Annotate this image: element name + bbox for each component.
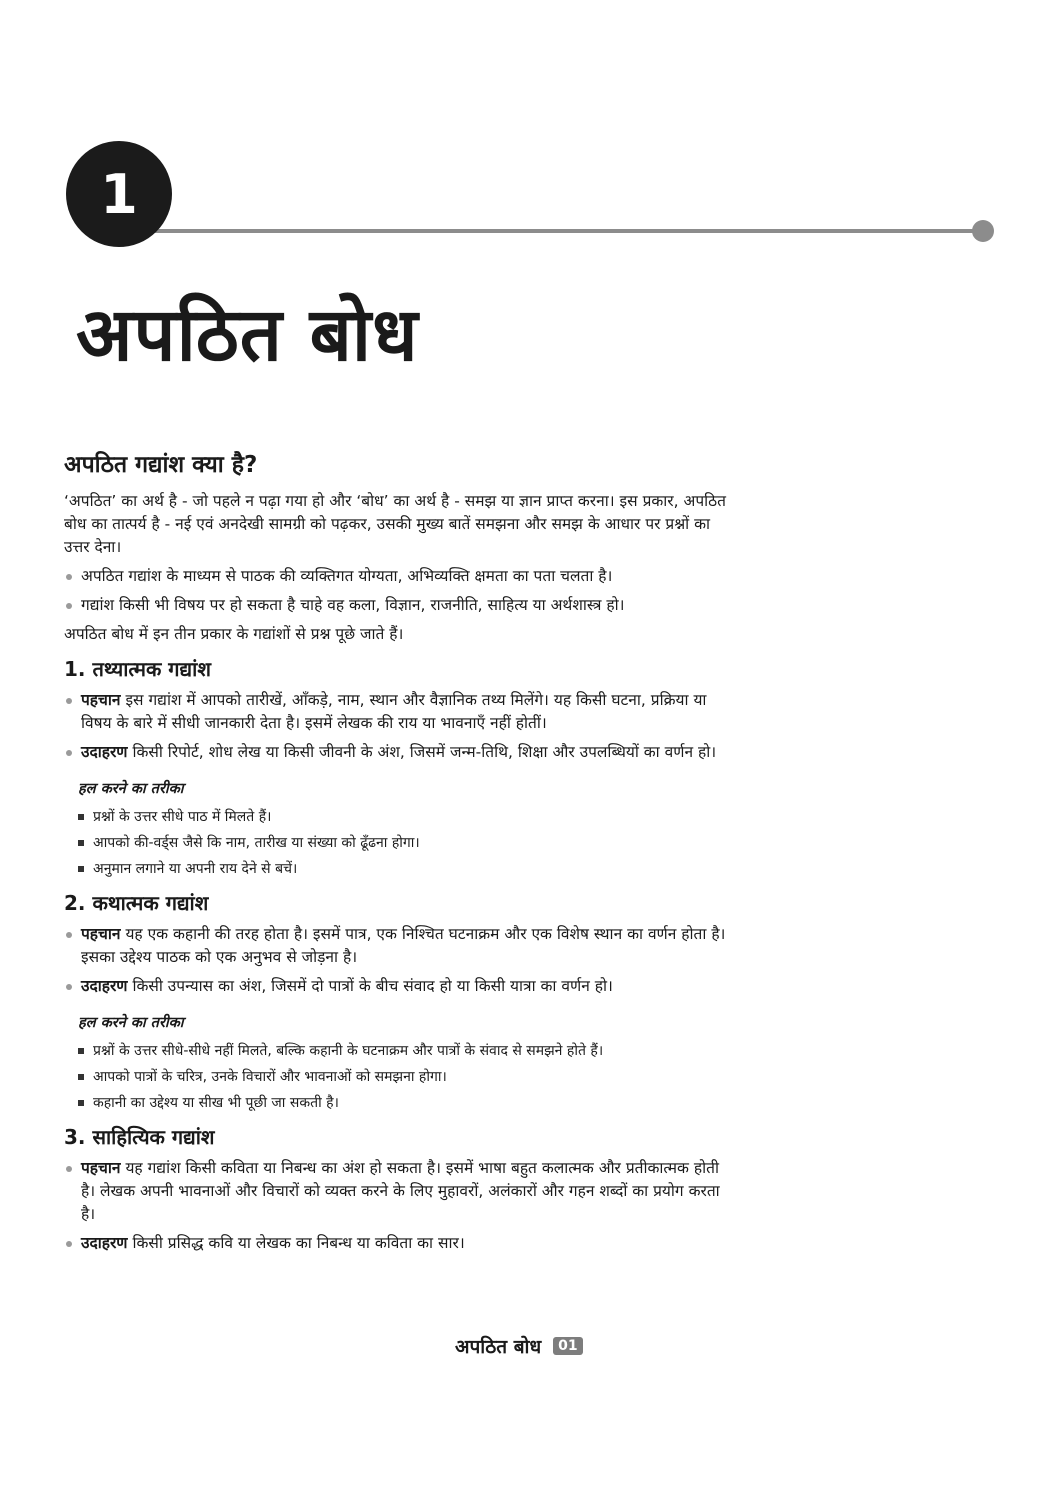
intro-bullet-list [64, 565, 734, 617]
example-text: किसी प्रसिद्ध कवि या लेखक का निबन्ध या कविता का सार। [132, 1234, 465, 1252]
section-bullet-list [64, 923, 734, 998]
section-bullet-list [64, 689, 734, 764]
intro-closing: अपठित बोध में इन तीन प्रकार के गद्यांशों से प्रश्न पूछे जाते हैं। [64, 625, 404, 643]
method-item: कहानी का उद्देश्य या सीख भी पूछी जा सकती है। [78, 1092, 734, 1114]
identification-text: यह एक कहानी की तरह होता है। इसमें पात्र, एक निश्चित घटनाक्रम और एक विशेष स्थान का वर्णन होता है। इसका उद्देश्य पाठक को एक अनुभव से जोड़ना है। [81, 925, 726, 966]
method-item: प्रश्नों के उत्तर सीधे-सीधे नहीं मिलते, बल्कि कहानी के घटनाक्रम और पात्रों के संवाद से समझने होते हैं। [78, 1040, 734, 1062]
example-bullet [64, 975, 734, 998]
method-item: आपको पात्रों के चरित्र, उनके विचारों और भावनाओं को समझना होगा। [78, 1066, 734, 1088]
method-list [78, 1040, 734, 1114]
section-bullet-list [64, 1157, 734, 1255]
identification-label: पहचान [81, 691, 121, 709]
page-number-badge: 01 [553, 1337, 582, 1355]
section-heading-literary: 3. साहित्यिक गद्यांश [64, 1125, 215, 1149]
intro-heading: अपठित गद्यांश क्या है? [64, 452, 258, 478]
example-bullet [64, 1232, 734, 1255]
section-heading-factual: 1. तथ्यात्मक गद्यांश [64, 657, 211, 681]
method-heading: हल करने का तरीका [78, 781, 184, 797]
intro-bullet: अपठित गद्यांश के माध्यम से पाठक की व्यक्तिगत योग्यता, अभिव्यक्ति क्षमता का पता चलता है। [64, 565, 734, 588]
intro-bullet: गद्यांश किसी भी विषय पर हो सकता है चाहे वह कला, विज्ञान, राजनीति, साहित्य या अर्थशास्त्र हो। [64, 594, 734, 617]
page-footer [455, 1333, 583, 1359]
method-list [78, 806, 734, 880]
method-item: प्रश्नों के उत्तर सीधे पाठ में मिलते हैं। [78, 806, 734, 828]
chapter-rule-dot [972, 220, 994, 242]
section-heading-narrative: 2. कथात्मक गद्यांश [64, 891, 209, 915]
identification-text: यह गद्यांश किसी कविता या निबन्ध का अंश हो सकता है। इसमें भाषा बहुत कलात्मक और प्रतीकात्मक होती है। लेखक अपनी भावनाओं और विचारों को व्यक्त करने के लिए मुहावरों, अलंकारों और गहन शब्दों का प्रयोग करता है। [81, 1159, 720, 1223]
identification-text: इस गद्यांश में आपको तारीखें, आँकड़े, नाम, स्थान और वैज्ञानिक तथ्य मिलेंगे। यह किसी घटना, प्रक्रिया या विषय के बारे में सीधी जानकारी देता है। इसमें लेखक की राय या भावनाएँ नहीं होतीं। [81, 691, 707, 732]
example-text: किसी रिपोर्ट, शोध लेख या किसी जीवनी के अंश, जिसमें जन्म-तिथि, शिक्षा और उपलब्धियों का वर्णन हो। [132, 743, 717, 761]
chapter-content [64, 448, 734, 1261]
method-item: आपको की-वर्ड्स जैसे कि नाम, तारीख या संख्या को ढूँढना होगा। [78, 832, 734, 854]
example-label: उदाहरण [81, 1234, 128, 1252]
example-label: उदाहरण [81, 977, 128, 995]
identification-bullet [64, 1157, 734, 1226]
footer-title: अपठित बोध [455, 1336, 542, 1358]
identification-bullet [64, 689, 734, 735]
identification-bullet [64, 923, 734, 969]
identification-label: पहचान [81, 925, 121, 943]
chapter-rule [98, 229, 982, 233]
example-label: उदाहरण [81, 743, 128, 761]
intro-paragraph: ‘अपठित’ का अर्थ है - जो पहले न पढ़ा गया हो और ‘बोध’ का अर्थ है - समझ या ज्ञान प्राप्त करना। इस प्रकार, अपठित बोध का तात्पर्य है - नई एवं अनदेखी सामग्री को पढ़कर, उसकी मुख्य बातें समझना और समझ के आधार पर प्रश्नों का उत्तर देना। [64, 492, 727, 556]
example-bullet [64, 741, 734, 764]
chapter-title: अपठित बोध [76, 292, 419, 378]
method-item: अनुमान लगाने या अपनी राय देने से बचें। [78, 858, 734, 880]
identification-label: पहचान [81, 1159, 121, 1177]
method-heading: हल करने का तरीका [78, 1015, 184, 1031]
chapter-number-badge: 1 [66, 141, 172, 247]
example-text: किसी उपन्यास का अंश, जिसमें दो पात्रों के बीच संवाद हो या किसी यात्रा का वर्णन हो। [132, 977, 613, 995]
